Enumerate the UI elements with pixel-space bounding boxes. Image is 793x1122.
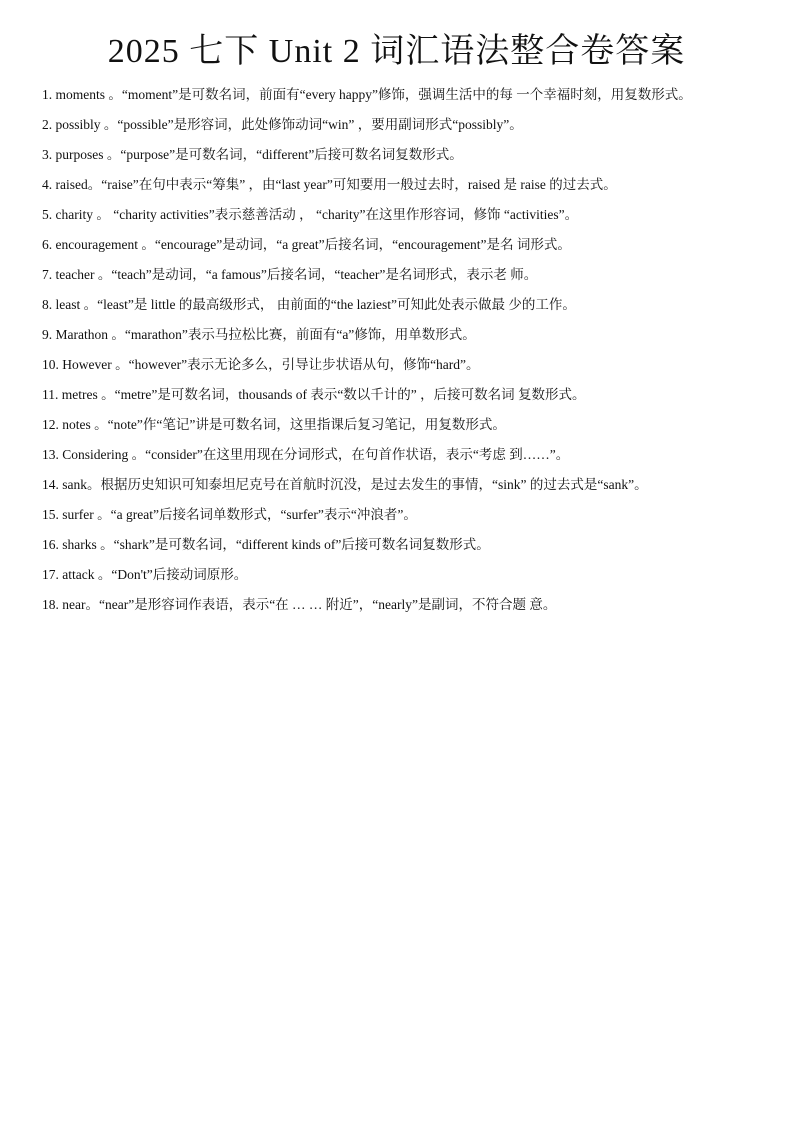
document-title: 2025 七下 Unit 2 词汇语法整合卷答案 <box>107 33 686 70</box>
answer-list <box>42 84 754 624</box>
answer-item-4: 4. raised。“raise”在句中表示“筹集” ，由“last year”可知要用一般过去时，raised 是 raise 的过去式。 <box>42 177 617 192</box>
answer-item-15: 15. surfer 。“a great”后接名词单数形式，“surfer”表示“冲浪者”。 <box>42 507 417 522</box>
answer-item-5: 5. charity 。 “charity activities”表示慈善活动 ， “charity”在这里作形容词，修饰 “activities”。 <box>42 207 579 222</box>
answer-item-3: 3. purposes 。“purpose”是可数名词，“different”后接可数名词复数形式。 <box>42 147 463 162</box>
answer-item-6: 6. encouragement 。“encourage”是动词，“a great”后接名词，“encouragement”是名 词形式。 <box>42 237 571 252</box>
answer-item-12: 12. notes 。“note”作“笔记”讲是可数名词，这里指课后复习笔记，用复数形式。 <box>42 417 506 432</box>
answer-item-17: 17. attack 。“Don't”后接动词原形。 <box>42 567 248 582</box>
answer-item-16: 16. sharks 。“shark”是可数名词，“different kinds of”后接可数名词复数形式。 <box>42 537 490 552</box>
answer-item-9: 9. Marathon 。“marathon”表示马拉松比赛，前面有“a”修饰，用单数形式。 <box>42 327 476 342</box>
answer-item-1: 1. moments 。“moment”是可数名词，前面有“every happy”修饰，强调生活中的每 一个幸福时刻，用复数形式。 <box>42 87 692 102</box>
answer-item-14: 14. sank。根据历史知识可知泰坦尼克号在首航时沉没，是过去发生的事情，“sink” 的过去式是“sank”。 <box>42 477 648 492</box>
answer-item-8: 8. least 。“least”是 little 的最高级形式， 由前面的“the laziest”可知此处表示做最 少的工作。 <box>42 297 576 312</box>
answer-item-2: 2. possibly 。“possible”是形容词，此处修饰动词“win” ，要用副词形式“possibly”。 <box>42 117 523 132</box>
answer-item-10: 10. However 。“however”表示无论多么，引导让步状语从句，修饰“hard”。 <box>42 357 480 372</box>
answer-item-18: 18. near。“near”是形容词作表语，表示“在 … … 附近”，“nearly”是副词，不符合题 意。 <box>42 597 557 612</box>
answer-item-11: 11. metres 。“metre”是可数名词，thousands of 表示“数以千计的” ，后接可数名词 复数形式。 <box>42 387 586 402</box>
answer-item-13: 13. Considering 。“consider”在这里用现在分词形式，在句首作状语，表示“考虑 到……”。 <box>42 447 570 462</box>
answer-item-7: 7. teacher 。“teach”是动词，“a famous”后接名词，“teacher”是名词形式，表示老 师。 <box>42 267 538 282</box>
